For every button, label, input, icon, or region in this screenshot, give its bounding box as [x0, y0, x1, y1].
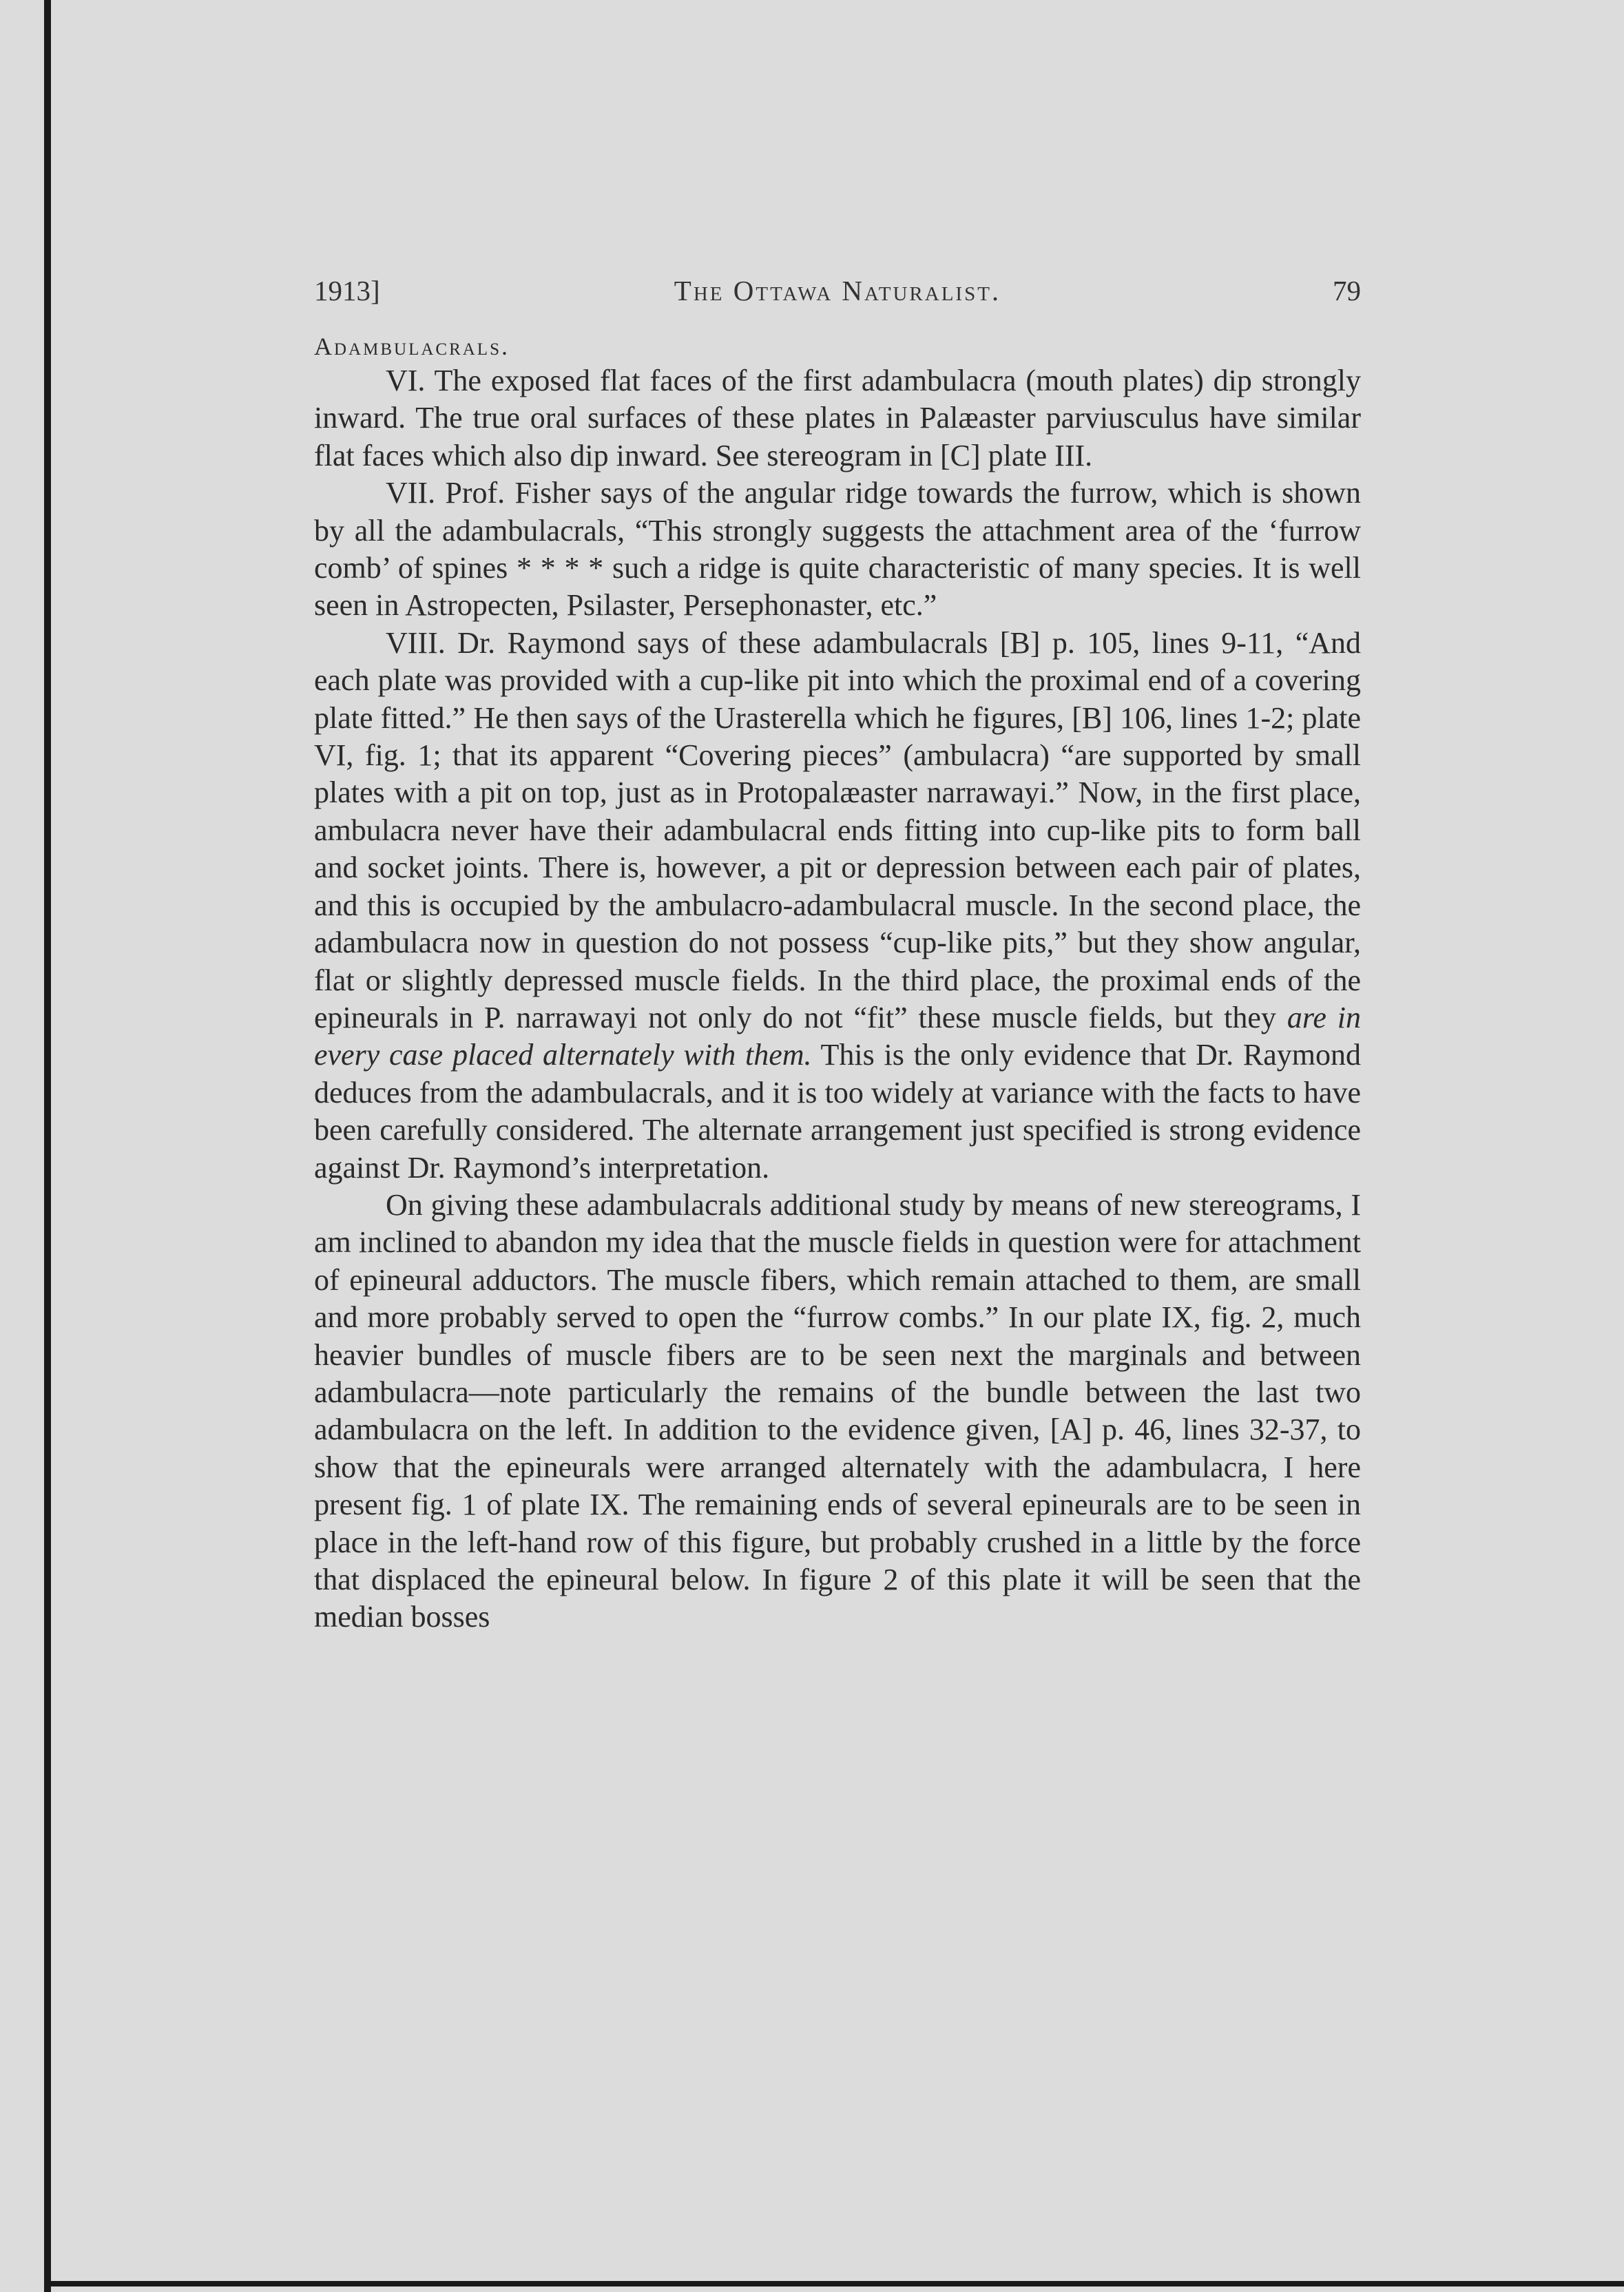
paragraph-viii: [314, 625, 1361, 1187]
page-number: 79: [1333, 275, 1361, 306]
running-head: [314, 274, 1361, 310]
paragraph-additional-study: On giving these adambulacrals additional study by means of new stereograms, I am inclined to abandon my idea that the muscle fields in question were for attachment of epineural adductors. The muscle fibers, which remain attached to them, are small and more probably served to open the “furrow combs.” In our plate IX, fig. 2, much heavier bundles of muscle fibers are to be seen next the marginals and between adambulacra—note particularly the remains of the bundle between the last two adambulacra on the left. In addition to the evidence given, [A] p. 46, lines 32-37, to show that the epineurals were arranged alternately with the adambulacra, I here present fig. 1 of plate IX. The remaining ends of several epineurals are to be seen in place in the left-hand row of this figure, but probably crushed in a little by the force that displaced the epineural below. In figure 2 of this plate it will be seen that the median bosses: [314, 1187, 1361, 1634]
paragraph-vi: VI. The exposed flat faces of the first adambulacra (mouth plates) dip strongly inward. The true oral surfaces of these plates in Palæaster parviusculus have similar flat faces which also dip inward. See stereogram in [C] plate III.: [314, 364, 1361, 472]
paragraph-viii-text-start: VIII. Dr. Raymond says of these adambulacrals [B] p. 105, lines 9-11, “And each plate was provided with a cup-like pit into which the proximal end of a covering plate fitted.” He then says of the Urasterella which he figures, [B] 106, lines 1-2; plate VI, fig. 1; that its apparent “Covering pieces” (ambulacra) “are supported by small plates with a pit on top, just as in Protopalæaster narrawayi.” Now, in the first place, ambulacra never have their adambulacral ends fitting into cup-like pits to form ball and socket joints. There is, however, a pit or depression between each pair of plates, and this is occupied by the ambulacro-adambulacral muscle. In the second place, the adambulacra now in question do not possess “cup-like pits,” but they show angular, flat or slightly depressed muscle fields. In the third place, the proximal ends of the epineurals in P. narrawayi not only do not “fit” these muscle fields, but they: [314, 625, 1361, 1034]
running-head-year: 1913]: [314, 275, 380, 306]
scan-bottom-border: [44, 2281, 1624, 2286]
scan-left-border: [44, 0, 51, 2292]
section-heading: Adambulacrals.: [314, 333, 510, 360]
paragraph-vii: VII. Prof. Fisher says of the angular ridge towards the furrow, which is shown by all the adambulacrals, “This strongly suggests the attachment area of the ‘furrow comb’ of spines * * * * such a ridge is quite characteristic of many species. It is well seen in Astropecten, Psilaster, Persephonaster, etc.”: [314, 476, 1361, 623]
paragraph-viii-italic-phrase: are in every case placed alternately with them.: [314, 1000, 1361, 1072]
running-head-journal-title: The Ottawa Naturalist.: [674, 275, 1001, 306]
book-page: [314, 274, 1361, 1636]
paragraph-viii-text-end: This is the only evidence that Dr. Raymond deduces from the adambulacrals, and it is too widely at variance with the facts to have been carefully considered. The alternate arrangement just specified is strong evidence against Dr. Raymond’s interpretation.: [314, 1038, 1361, 1185]
